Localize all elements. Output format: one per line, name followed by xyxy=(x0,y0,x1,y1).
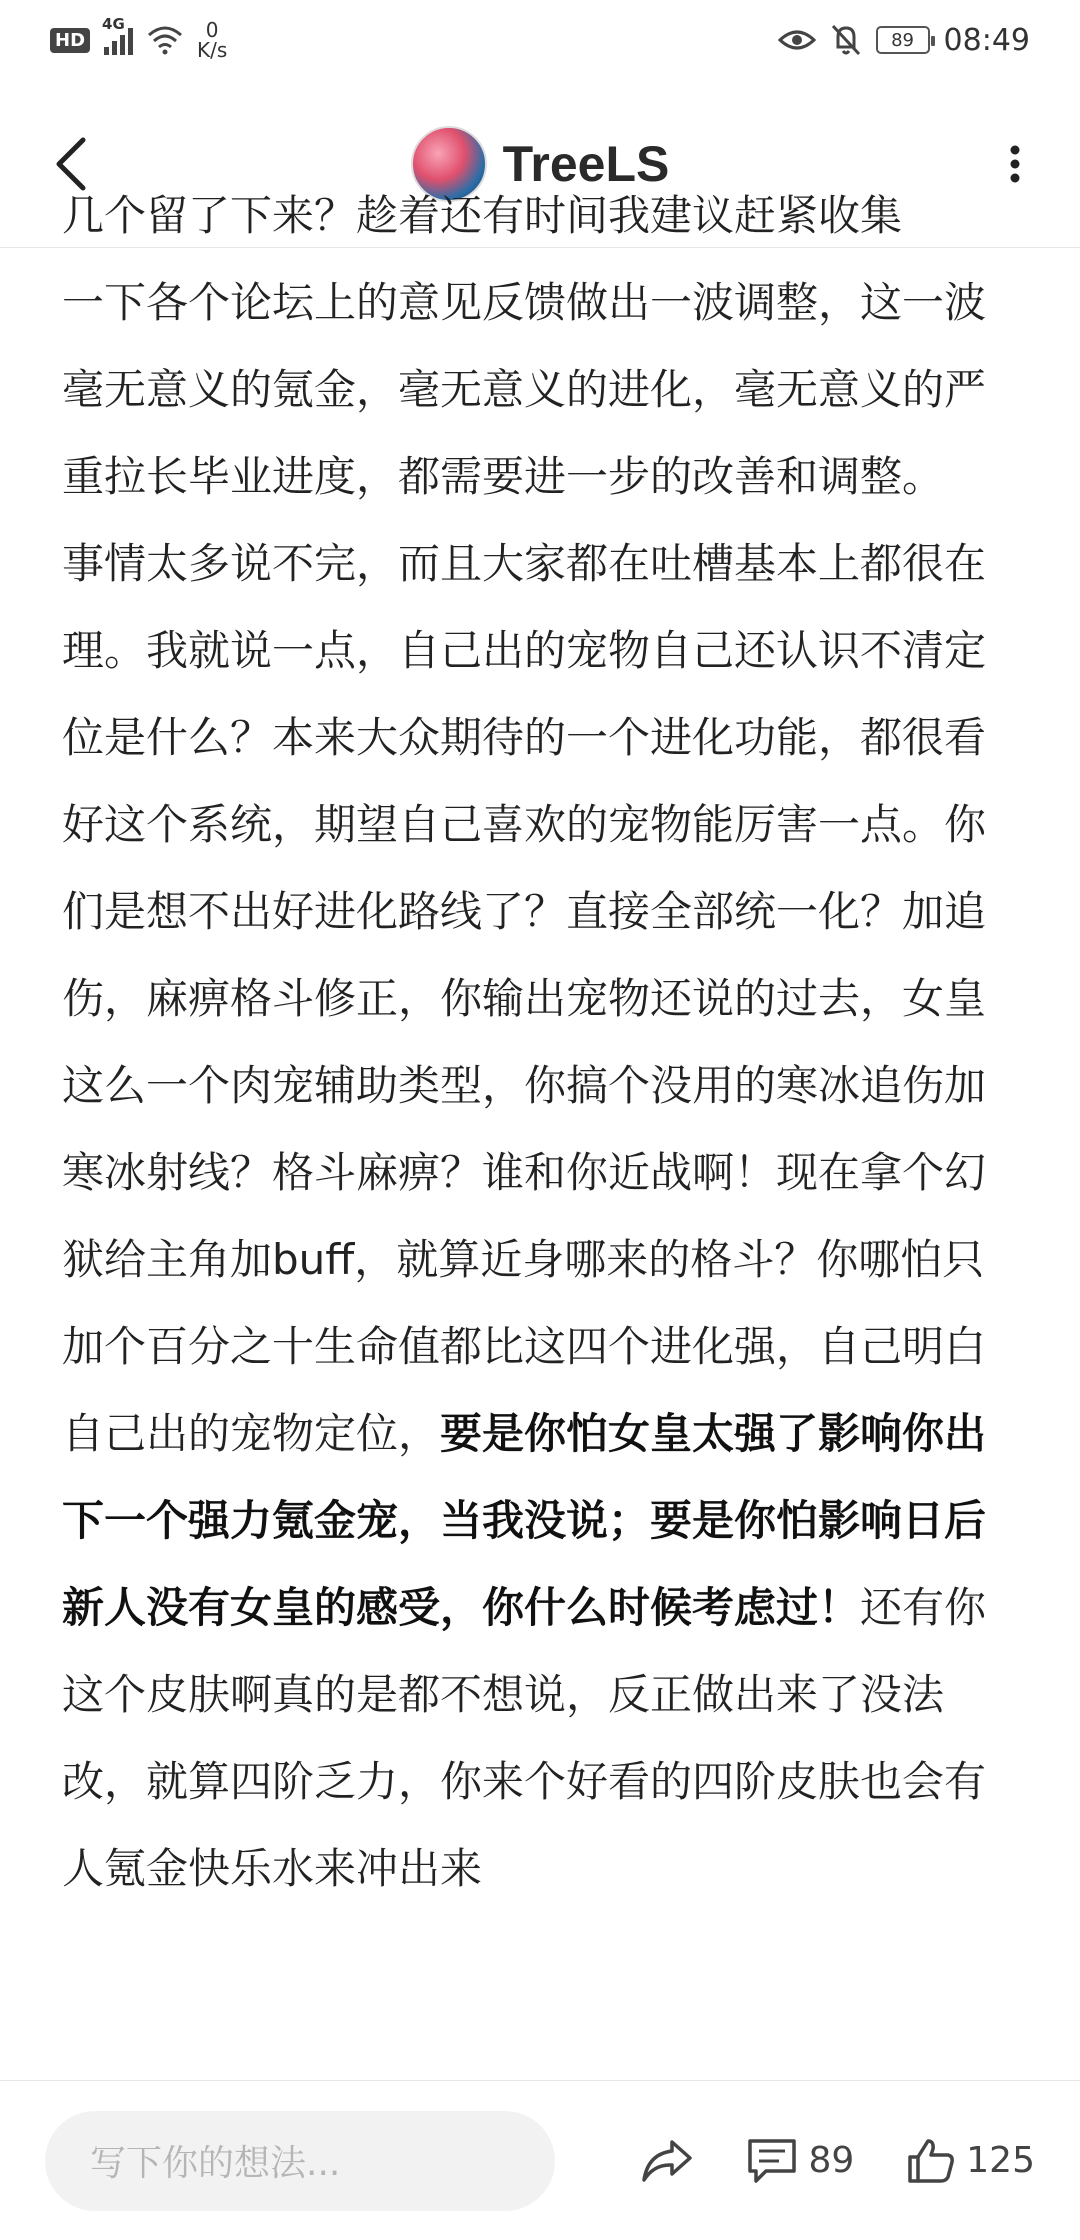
article-text: 事情太多说不完，而且大家都在吐槽基本上都很在理。我就说一点，自己出的宠物自己还认识不清定位是什么？本来大众期待的一个进化功能，都很看好这个系统，期望自己喜欢的宠物能厉害一点。你们是想不出好进化路线了？直接全部统一化？加追伤，麻痹格斗修正，你输出宠物还说的过去，女皇这么一个肉宠辅助类型，你搞个没用的寒冰追伤加寒冰射线？格斗麻痹？谁和你近战啊！现在拿个幻狱给主角加buff，就算近身哪来的格斗？你哪怕只加个百分之十生命值都比这四个进化强，自己明白自己出的宠物定位， xyxy=(62,539,987,1458)
comment-placeholder: 写下你的想法... xyxy=(90,2143,341,2184)
thumbs-up-icon xyxy=(906,2137,956,2185)
article-paragraph-1: 一下各个论坛上的意见反馈做出一波调整，这一波毫无意义的氪金，毫无意义的进化，毫无意义的严重拉长毕业进度，都需要进一步的改善和调整。 xyxy=(62,278,987,501)
comment-icon xyxy=(746,2137,798,2185)
post-actions xyxy=(640,2137,1035,2185)
hd-badge: HD xyxy=(50,28,90,53)
signal-icon xyxy=(102,15,133,55)
comments-count: 89 xyxy=(808,2140,855,2181)
article-partial-line: 几个留了下来？趁着还有时间我建议赶紧收集 xyxy=(62,191,903,240)
article-text-tail: 还有你这个皮肤啊真的是都不想说，反正做出来了没法改，就算四阶乏力，你来个好看的四阶皮肤也会有人氪金快乐水来冲出来 xyxy=(62,1583,987,1893)
wifi-icon xyxy=(147,25,183,55)
battery-level: 89 xyxy=(891,29,914,51)
network-type: 4G xyxy=(102,15,125,33)
battery-icon xyxy=(876,26,930,54)
like-button[interactable] xyxy=(906,2137,1035,2185)
status-bar xyxy=(0,0,1080,80)
status-right xyxy=(778,23,1030,58)
share-icon xyxy=(640,2138,694,2184)
comment-input[interactable] xyxy=(45,2111,555,2211)
bottom-action-bar xyxy=(0,2080,1080,2240)
article-paragraph-2 xyxy=(62,520,1022,1912)
article-content xyxy=(62,191,1022,2075)
share-button[interactable] xyxy=(640,2138,694,2184)
author-name[interactable]: TreeLS xyxy=(502,135,670,192)
article-bold-text: 要是你怕女皇太强了影响你出下一个强力氪金宠，当我没说；要是你怕影响日后新人没有女皇的感受，你什么时候考虑过！ xyxy=(62,1409,987,1632)
article-body xyxy=(62,172,1022,1912)
status-left xyxy=(50,15,228,62)
network-speed xyxy=(197,20,227,60)
clock: 08:49 xyxy=(943,22,1030,58)
speed-value: 0 xyxy=(205,18,219,42)
likes-count: 125 xyxy=(966,2140,1035,2181)
comments-button[interactable] xyxy=(746,2137,854,2185)
eye-icon xyxy=(778,26,816,54)
bell-muted-icon xyxy=(830,23,862,57)
speed-unit: K/s xyxy=(197,38,228,62)
